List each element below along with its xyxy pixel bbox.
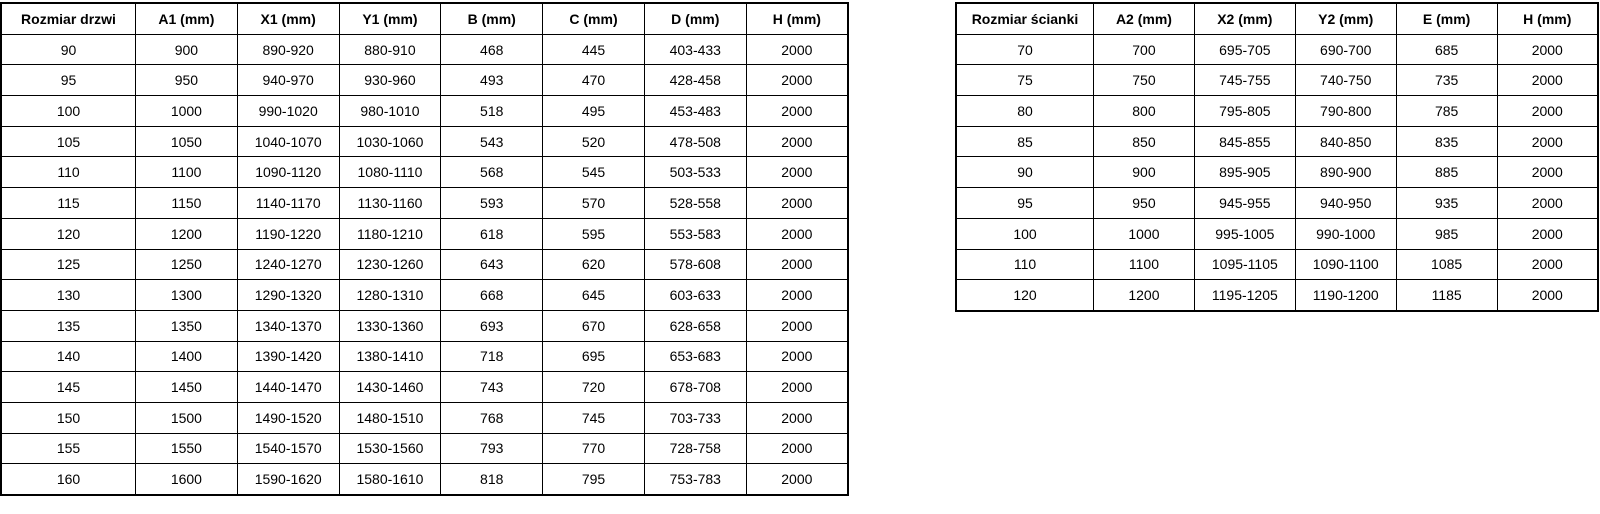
- table-cell: 885: [1396, 157, 1497, 188]
- table-cell: 693: [441, 310, 543, 341]
- column-header: A1 (mm): [136, 3, 238, 34]
- column-header: D (mm): [644, 3, 746, 34]
- door-size-table-body: [1, 34, 848, 495]
- table-row: [1, 249, 848, 280]
- table-row: [1, 433, 848, 464]
- table-cell: 845-855: [1194, 126, 1295, 157]
- table-row: [956, 34, 1598, 65]
- table-row: [1, 402, 848, 433]
- table-cell: 2000: [746, 34, 848, 65]
- table-cell: 1200: [1094, 280, 1195, 311]
- table-cell: 1480-1510: [339, 402, 441, 433]
- table-cell: 793: [441, 433, 543, 464]
- table-cell: 1230-1260: [339, 249, 441, 280]
- table-cell: 100: [956, 218, 1094, 249]
- table-cell: 2000: [746, 96, 848, 127]
- table-cell: 1190-1200: [1295, 280, 1396, 311]
- table-cell: 895-905: [1194, 157, 1295, 188]
- table-row: [956, 218, 1598, 249]
- header-row: [956, 3, 1598, 34]
- door-size-table-header: [1, 3, 848, 34]
- table-cell: 2000: [746, 341, 848, 372]
- table-cell: 718: [441, 341, 543, 372]
- table-row: [1, 188, 848, 219]
- table-cell: 1430-1460: [339, 372, 441, 403]
- table-cell: 620: [543, 249, 645, 280]
- table-cell: 1000: [136, 96, 238, 127]
- table-cell: 720: [543, 372, 645, 403]
- table-cell: 493: [441, 65, 543, 96]
- table-cell: 668: [441, 280, 543, 311]
- table-cell: 145: [1, 372, 136, 403]
- column-header: X2 (mm): [1194, 3, 1295, 34]
- table-cell: 1490-1520: [237, 402, 339, 433]
- table-cell: 795: [543, 464, 645, 495]
- table-cell: 2000: [1497, 249, 1598, 280]
- table-cell: 800: [1094, 96, 1195, 127]
- table-cell: 1130-1160: [339, 188, 441, 219]
- table-cell: 1080-1110: [339, 157, 441, 188]
- table-cell: 980-1010: [339, 96, 441, 127]
- table-cell: 100: [1, 96, 136, 127]
- table-cell: 85: [956, 126, 1094, 157]
- table-cell: 2000: [1497, 126, 1598, 157]
- table-cell: 743: [441, 372, 543, 403]
- table-cell: 468: [441, 34, 543, 65]
- door-size-table: [0, 2, 849, 496]
- table-cell: 753-783: [644, 464, 746, 495]
- table-cell: 653-683: [644, 341, 746, 372]
- table-cell: 990-1000: [1295, 218, 1396, 249]
- table-cell: 850: [1094, 126, 1195, 157]
- table-cell: 1340-1370: [237, 310, 339, 341]
- column-header: E (mm): [1396, 3, 1497, 34]
- table-cell: 900: [1094, 157, 1195, 188]
- table-cell: 678-708: [644, 372, 746, 403]
- column-header: Y2 (mm): [1295, 3, 1396, 34]
- table-cell: 703-733: [644, 402, 746, 433]
- table-cell: 1200: [136, 218, 238, 249]
- table-cell: 840-850: [1295, 126, 1396, 157]
- header-row: [1, 3, 848, 34]
- table-cell: 935: [1396, 188, 1497, 219]
- table-cell: 1500: [136, 402, 238, 433]
- table-cell: 795-805: [1194, 96, 1295, 127]
- table-cell: 1050: [136, 126, 238, 157]
- column-header: Y1 (mm): [339, 3, 441, 34]
- table-cell: 785: [1396, 96, 1497, 127]
- table-cell: 568: [441, 157, 543, 188]
- table-cell: 1100: [1094, 249, 1195, 280]
- table-row: [956, 157, 1598, 188]
- table-cell: 990-1020: [237, 96, 339, 127]
- table-cell: 1530-1560: [339, 433, 441, 464]
- table-cell: 1040-1070: [237, 126, 339, 157]
- table-cell: 880-910: [339, 34, 441, 65]
- table-cell: 2000: [1497, 157, 1598, 188]
- table-cell: 135: [1, 310, 136, 341]
- table-cell: 750: [1094, 65, 1195, 96]
- table-cell: 770: [543, 433, 645, 464]
- table-cell: 790-800: [1295, 96, 1396, 127]
- table-cell: 735: [1396, 65, 1497, 96]
- table-cell: 453-483: [644, 96, 746, 127]
- table-cell: 1185: [1396, 280, 1497, 311]
- wall-size-table-header: [956, 3, 1598, 34]
- table-cell: 70: [956, 34, 1094, 65]
- table-cell: 1250: [136, 249, 238, 280]
- table-cell: 115: [1, 188, 136, 219]
- table-cell: 1280-1310: [339, 280, 441, 311]
- table-row: [1, 96, 848, 127]
- table-cell: 2000: [746, 310, 848, 341]
- table-cell: 835: [1396, 126, 1497, 157]
- table-cell: 670: [543, 310, 645, 341]
- table-cell: 940-950: [1295, 188, 1396, 219]
- table-cell: 403-433: [644, 34, 746, 65]
- table-cell: 1190-1220: [237, 218, 339, 249]
- table-cell: 520: [543, 126, 645, 157]
- table-cell: 1085: [1396, 249, 1497, 280]
- table-cell: 1180-1210: [339, 218, 441, 249]
- table-cell: 543: [441, 126, 543, 157]
- table-cell: 2000: [746, 280, 848, 311]
- table-cell: 1590-1620: [237, 464, 339, 495]
- table-cell: 1240-1270: [237, 249, 339, 280]
- table-cell: 645: [543, 280, 645, 311]
- table-cell: 1000: [1094, 218, 1195, 249]
- table-cell: 740-750: [1295, 65, 1396, 96]
- table-cell: 1540-1570: [237, 433, 339, 464]
- column-header: Rozmiar drzwi: [1, 3, 136, 34]
- column-header: H (mm): [746, 3, 848, 34]
- table-cell: 1390-1420: [237, 341, 339, 372]
- column-header: A2 (mm): [1094, 3, 1195, 34]
- table-cell: 890-900: [1295, 157, 1396, 188]
- table-cell: 940-970: [237, 65, 339, 96]
- table-cell: 728-758: [644, 433, 746, 464]
- table-cell: 1030-1060: [339, 126, 441, 157]
- table-cell: 995-1005: [1194, 218, 1295, 249]
- table-cell: 90: [956, 157, 1094, 188]
- table-cell: 745: [543, 402, 645, 433]
- table-cell: 155: [1, 433, 136, 464]
- table-cell: 2000: [1497, 96, 1598, 127]
- table-row: [1, 372, 848, 403]
- column-header: X1 (mm): [237, 3, 339, 34]
- table-cell: 2000: [1497, 218, 1598, 249]
- table-cell: 1400: [136, 341, 238, 372]
- table-cell: 110: [956, 249, 1094, 280]
- table-cell: 160: [1, 464, 136, 495]
- table-cell: 125: [1, 249, 136, 280]
- table-cell: 140: [1, 341, 136, 372]
- table-cell: 595: [543, 218, 645, 249]
- table-cell: 528-558: [644, 188, 746, 219]
- table-row: [956, 96, 1598, 127]
- table-cell: 80: [956, 96, 1094, 127]
- table-cell: 2000: [1497, 188, 1598, 219]
- table-cell: 2000: [1497, 65, 1598, 96]
- table-row: [1, 218, 848, 249]
- table-cell: 1290-1320: [237, 280, 339, 311]
- table-cell: 890-920: [237, 34, 339, 65]
- table-row: [1, 280, 848, 311]
- table-cell: 2000: [1497, 280, 1598, 311]
- table-cell: 2000: [746, 157, 848, 188]
- table-cell: 2000: [1497, 34, 1598, 65]
- column-header: Rozmiar ścianki: [956, 3, 1094, 34]
- table-cell: 518: [441, 96, 543, 127]
- table-cell: 695-705: [1194, 34, 1295, 65]
- table-cell: 593: [441, 188, 543, 219]
- table-cell: 1100: [136, 157, 238, 188]
- table-cell: 695: [543, 341, 645, 372]
- wall-size-table-body: [956, 34, 1598, 311]
- table-cell: 1450: [136, 372, 238, 403]
- table-cell: 618: [441, 218, 543, 249]
- table-cell: 2000: [746, 249, 848, 280]
- table-cell: 985: [1396, 218, 1497, 249]
- table-cell: 950: [1094, 188, 1195, 219]
- table-row: [1, 157, 848, 188]
- table-row: [956, 126, 1598, 157]
- table-cell: 628-658: [644, 310, 746, 341]
- table-cell: 2000: [746, 402, 848, 433]
- table-cell: 1580-1610: [339, 464, 441, 495]
- table-cell: 95: [956, 188, 1094, 219]
- table-cell: 110: [1, 157, 136, 188]
- table-cell: 2000: [746, 464, 848, 495]
- table-cell: 445: [543, 34, 645, 65]
- table-cell: 570: [543, 188, 645, 219]
- table-row: [1, 464, 848, 495]
- table-cell: 1195-1205: [1194, 280, 1295, 311]
- column-header: C (mm): [543, 3, 645, 34]
- table-cell: 150: [1, 402, 136, 433]
- column-header: B (mm): [441, 3, 543, 34]
- table-row: [1, 126, 848, 157]
- table-cell: 495: [543, 96, 645, 127]
- wall-size-table: [955, 2, 1599, 312]
- table-cell: 690-700: [1295, 34, 1396, 65]
- table-cell: 2000: [746, 433, 848, 464]
- table-cell: 1300: [136, 280, 238, 311]
- table-row: [1, 34, 848, 65]
- table-cell: 478-508: [644, 126, 746, 157]
- table-cell: 2000: [746, 188, 848, 219]
- table-cell: 700: [1094, 34, 1195, 65]
- table-cell: 745-755: [1194, 65, 1295, 96]
- table-cell: 643: [441, 249, 543, 280]
- table-cell: 945-955: [1194, 188, 1295, 219]
- table-cell: 685: [1396, 34, 1497, 65]
- table-cell: 120: [1, 218, 136, 249]
- table-cell: 1140-1170: [237, 188, 339, 219]
- table-cell: 545: [543, 157, 645, 188]
- table-cell: 578-608: [644, 249, 746, 280]
- table-cell: 503-533: [644, 157, 746, 188]
- table-cell: 428-458: [644, 65, 746, 96]
- table-cell: 768: [441, 402, 543, 433]
- table-row: [1, 341, 848, 372]
- table-cell: 1150: [136, 188, 238, 219]
- table-cell: 1600: [136, 464, 238, 495]
- table-cell: 105: [1, 126, 136, 157]
- table-cell: 950: [136, 65, 238, 96]
- table-cell: 95: [1, 65, 136, 96]
- table-cell: 1095-1105: [1194, 249, 1295, 280]
- table-row: [956, 280, 1598, 311]
- table-cell: 900: [136, 34, 238, 65]
- table-row: [1, 310, 848, 341]
- table-cell: 2000: [746, 65, 848, 96]
- table-cell: 1350: [136, 310, 238, 341]
- table-cell: 1380-1410: [339, 341, 441, 372]
- table-row: [956, 65, 1598, 96]
- table-cell: 120: [956, 280, 1094, 311]
- table-cell: 1090-1100: [1295, 249, 1396, 280]
- table-cell: 1440-1470: [237, 372, 339, 403]
- table-cell: 553-583: [644, 218, 746, 249]
- table-cell: 818: [441, 464, 543, 495]
- table-cell: 130: [1, 280, 136, 311]
- column-header: H (mm): [1497, 3, 1598, 34]
- table-cell: 1550: [136, 433, 238, 464]
- table-cell: 2000: [746, 126, 848, 157]
- table-cell: 2000: [746, 218, 848, 249]
- table-row: [956, 249, 1598, 280]
- table-cell: 1330-1360: [339, 310, 441, 341]
- table-cell: 930-960: [339, 65, 441, 96]
- table-cell: 1090-1120: [237, 157, 339, 188]
- table-cell: 470: [543, 65, 645, 96]
- table-row: [1, 65, 848, 96]
- table-cell: 2000: [746, 372, 848, 403]
- table-cell: 603-633: [644, 280, 746, 311]
- table-row: [956, 188, 1598, 219]
- table-cell: 90: [1, 34, 136, 65]
- table-cell: 75: [956, 65, 1094, 96]
